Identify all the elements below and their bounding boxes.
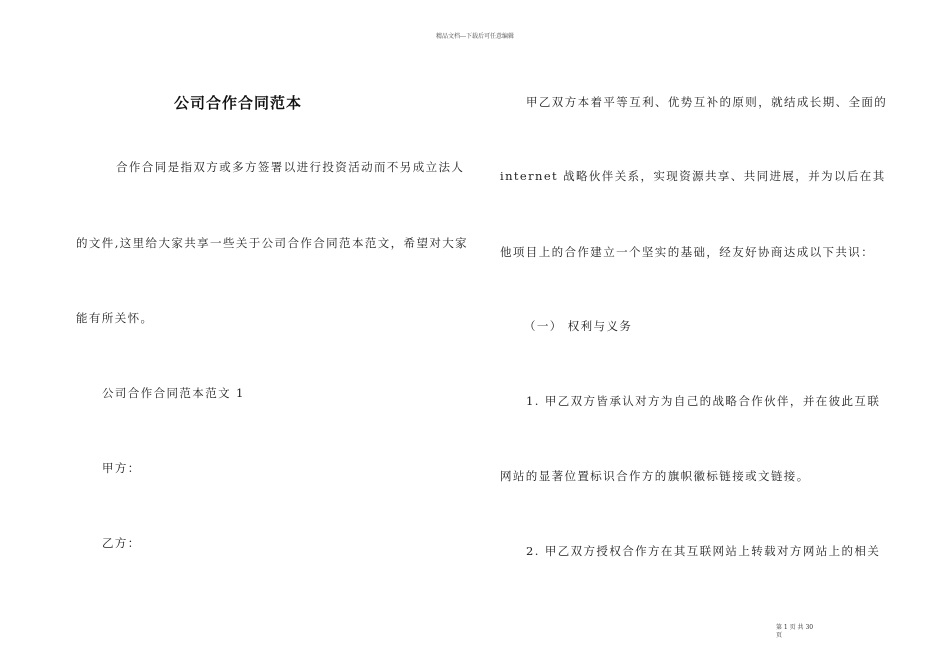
clause-1-line: 1. 甲乙双方皆承认对方为自己的战略合作伙伴，并在彼此互联 (526, 394, 881, 408)
party-a-label: 甲方： (102, 461, 141, 475)
left-paragraph-line: 合作合同是指双方或多方签署以进行投资活动而不另成立法人 (116, 160, 465, 174)
header-note: 精品文档---下载后可任意编辑 (435, 33, 515, 40)
page-number: 第 1 页 共 30 (776, 624, 814, 631)
right-paragraph-line: 甲乙双方本着平等互利、优势互补的原则，就结成长期、全面的 (526, 95, 888, 109)
contract-sample-heading: 公司合作合同范本范文 1 (102, 386, 245, 400)
page-footer (776, 624, 836, 640)
left-paragraph-line: 能有所关怀。 (76, 311, 154, 325)
section-heading-rights: （一） 权利与义务 (524, 319, 633, 333)
clause-1-line: 网站的显著位置标识合作方的旗帜徽标链接或文链接。 (500, 469, 810, 483)
page-number-suffix: 页 (776, 632, 783, 639)
document-title: 公司合作合同范本 (173, 94, 302, 112)
left-paragraph-line: 的文件,这里给大家共享一些关于公司合作合同范本范文，希望对大家 (76, 236, 469, 250)
right-paragraph-line: internet 战略伙伴关系，实现资源共享、共同进展，并为以后在其 (500, 169, 886, 183)
party-b-label: 乙方： (102, 536, 141, 550)
right-paragraph-line: 他项目上的合作建立一个坚实的基础，经友好协商达成以下共识： (500, 245, 875, 259)
clause-2-line: 2. 甲乙双方授权合作方在其互联网站上转载对方网站上的相关 (526, 544, 881, 558)
